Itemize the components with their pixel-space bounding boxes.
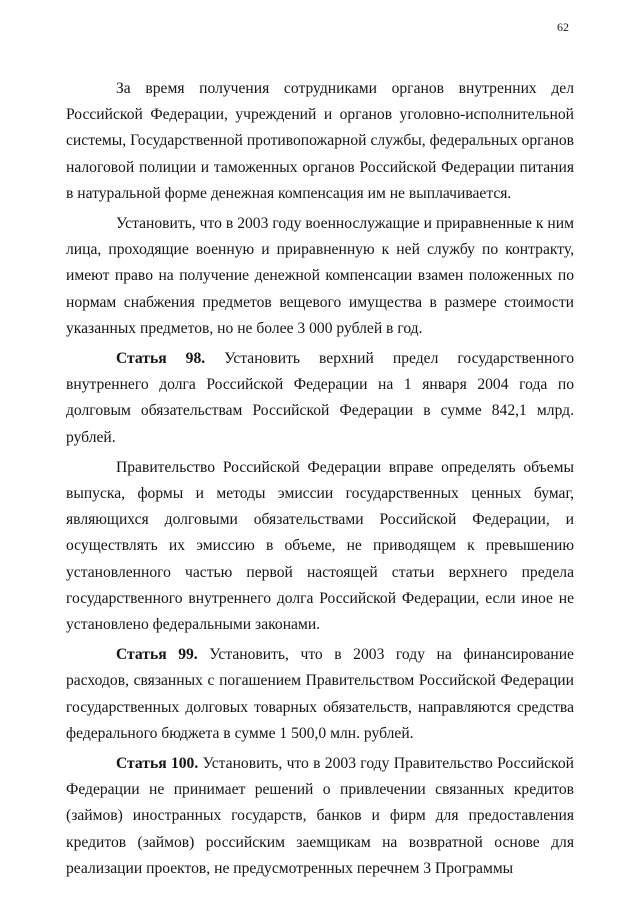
article-100 bbox=[66, 751, 574, 882]
paragraph-text: За время получения сотрудниками органов внутренних дел Российской Федерации, учреждений и органов уголовно-исполнительной системы, Государственной противопожарной службы, федеральных органов налоговой полиции и таможенных органов Российской Федерации питания в натуральной форме денежная компенсация им не выплачивается. bbox=[66, 80, 574, 202]
article-98-text: Установить верхний предел государственного внутреннего долга Российской Федерации на 1 января 2004 года по долговым обязательствам Российской Федерации в сумме 842,1 млрд. рублей. bbox=[66, 350, 574, 446]
article-99 bbox=[66, 642, 574, 747]
paragraph-text: Установить, что в 2003 году военнослужащие и приравненные к ним лица, проходящие военную и приравненную к ней службу по контракту, имеют право на получение денежной компенсации взамен положенных по нормам снабжения предметов вещевого имущества в размере стоимости указанных предметов, но не более 3 000 рублей в год. bbox=[66, 215, 574, 337]
article-99-label: Статья 99. bbox=[116, 646, 198, 664]
article-98-label: Статья 98. bbox=[116, 350, 206, 368]
page-number: 62 bbox=[557, 20, 569, 34]
document-body bbox=[66, 76, 574, 886]
article-99-text: Установить, что в 2003 году на финансирование расходов, связанных с погашением Правительством Российской Федерации государственных долговых товарных обязательств, направляются средства федерального бюджета в сумме 1 500,0 млн. рублей. bbox=[66, 646, 574, 742]
article-98 bbox=[66, 346, 574, 451]
paragraph-meal-compensation bbox=[66, 76, 574, 207]
article-100-text: Установить, что в 2003 году Правительство Российской Федерации не принимает решений о привлечении связанных кредитов (займов) иностранных государств, банков и фирм для предоставления кредитов (займов) российским заемщикам на возвратной основе для реализации проектов, не предусмотренных перечнем 3 Программы bbox=[66, 755, 574, 877]
paragraph-text: Правительство Российской Федерации вправе определять объемы выпуска, формы и методы эмиссии государственных ценных бумаг, являющихся долговыми обязательствами Российской Федерации, и осуществлять их эмиссию в объеме, не приводящем к превышению установленного частью первой настоящей статьи верхнего предела государственного внутреннего долга Российской Федерации, если иное не установлено федеральными законами. bbox=[66, 458, 574, 634]
article-100-label: Статья 100. bbox=[116, 755, 199, 773]
paragraph-clothing-compensation bbox=[66, 211, 574, 342]
paragraph-securities-issuance bbox=[66, 455, 574, 638]
